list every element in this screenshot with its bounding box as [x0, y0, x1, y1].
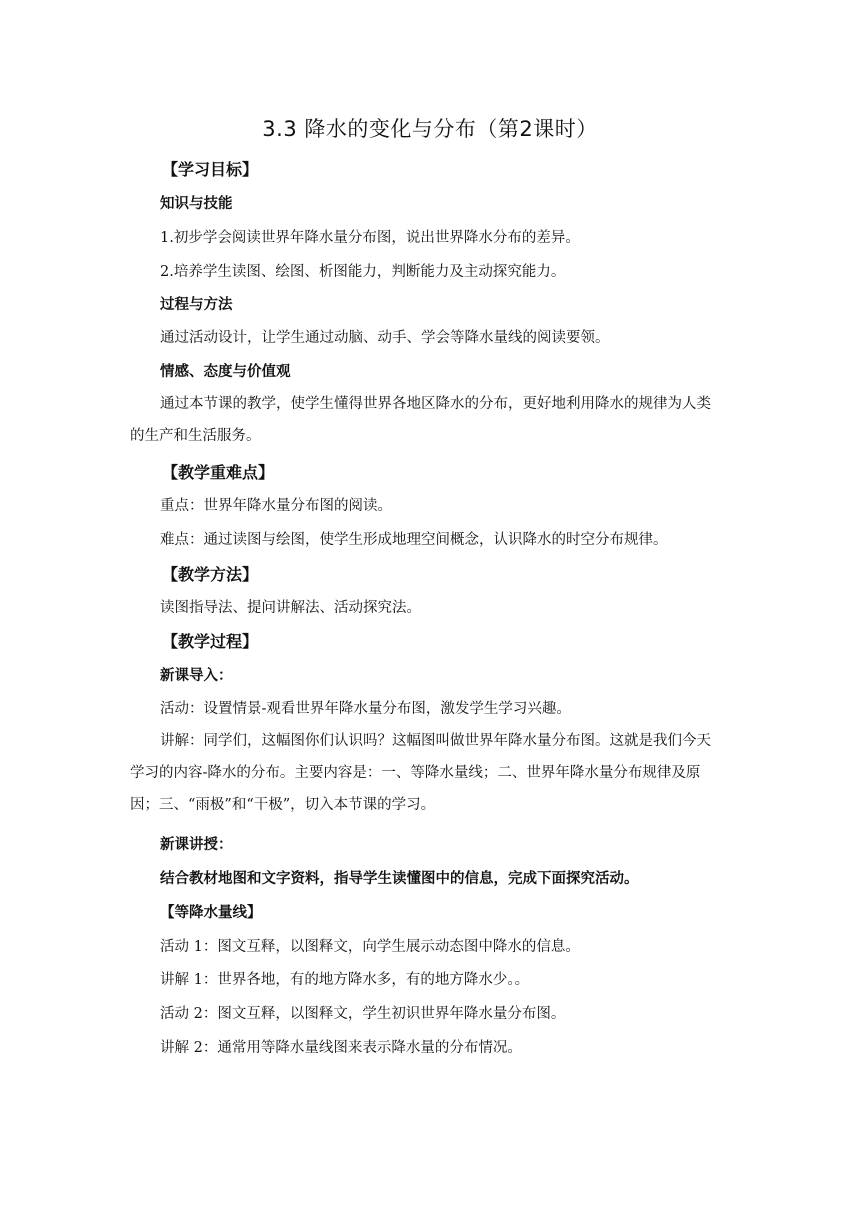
difficulty-text: 难点：通过读图与绘图，使学生形成地理空间概念，认识降水的时空分布规律。 — [160, 532, 668, 548]
intro-activity: 活动：设置情景-观看世界年降水量分布图，激发学生学习兴趣。 — [160, 701, 571, 717]
section-heading-keypoints: 【教学重难点】 — [162, 463, 275, 482]
explain-2: 讲解 2：通常用等降水量线图来表示降水量的分布情况。 — [160, 1040, 522, 1056]
intro-explain-line-2: 学习的内容-降水的分布。主要内容是：一、等降水量线；二、世界年降水量分布规律及原 — [130, 765, 701, 781]
subheading-isohyet: 【等降水量线】 — [160, 905, 262, 921]
subheading-process: 过程与方法 — [160, 297, 233, 313]
intro-explain-line-1: 讲解：同学们，这幅图你们认识吗？这幅图叫做世界年降水量分布图。这就是我们今天 — [160, 733, 711, 749]
process-text: 通过活动设计，让学生通过动脑、动手、学会等降水量线的阅读要领。 — [160, 330, 610, 346]
intro-explain-paragraph — [130, 725, 730, 821]
section-heading-methods: 【教学方法】 — [162, 565, 259, 584]
subheading-emotion: 情感、态度与价值观 — [160, 364, 291, 380]
activity-1: 活动 1：图文互释，以图释文，向学生展示动态图中降水的信息。 — [160, 939, 580, 955]
subheading-new-lesson: 新课讲授： — [160, 837, 233, 853]
section-heading-process: 【教学过程】 — [162, 632, 259, 651]
emotion-line-2: 的生产和生活服务。 — [130, 428, 261, 444]
objective-item-2: 2.培养学生读图、绘图、析图能力，判断能力及主动探究能力。 — [160, 264, 566, 280]
objective-item-1: 1.初步学会阅读世界年降水量分布图，说出世界降水分布的差异。 — [160, 230, 580, 246]
activity-2: 活动 2：图文互释，以图释文，学生初识世界年降水量分布图。 — [160, 1006, 566, 1022]
emotion-line-1: 通过本节课的教学，使学生懂得世界各地区降水的分布，更好地利用降水的规律为人类 — [160, 396, 711, 412]
page-title: 3.3 降水的变化与分布（第2课时） — [262, 117, 598, 141]
emotion-paragraph — [130, 388, 730, 452]
subheading-intro: 新课导入： — [160, 668, 233, 684]
section-heading-objectives: 【学习目标】 — [162, 160, 259, 179]
intro-explain-line-3: 因；三、“雨极”和“干极”，切入本节课的学习。 — [130, 797, 436, 813]
explain-1: 讲解 1：世界各地，有的地方降水多，有的地方降水少。。 — [160, 972, 530, 988]
subheading-knowledge: 知识与技能 — [160, 196, 233, 212]
guide-text: 结合教材地图和文字资料，指导学生读懂图中的信息，完成下面探究活动。 — [160, 871, 639, 887]
focus-text: 重点：世界年降水量分布图的阅读。 — [160, 498, 392, 514]
methods-text: 读图指导法、提问讲解法、活动探究法。 — [160, 600, 421, 616]
